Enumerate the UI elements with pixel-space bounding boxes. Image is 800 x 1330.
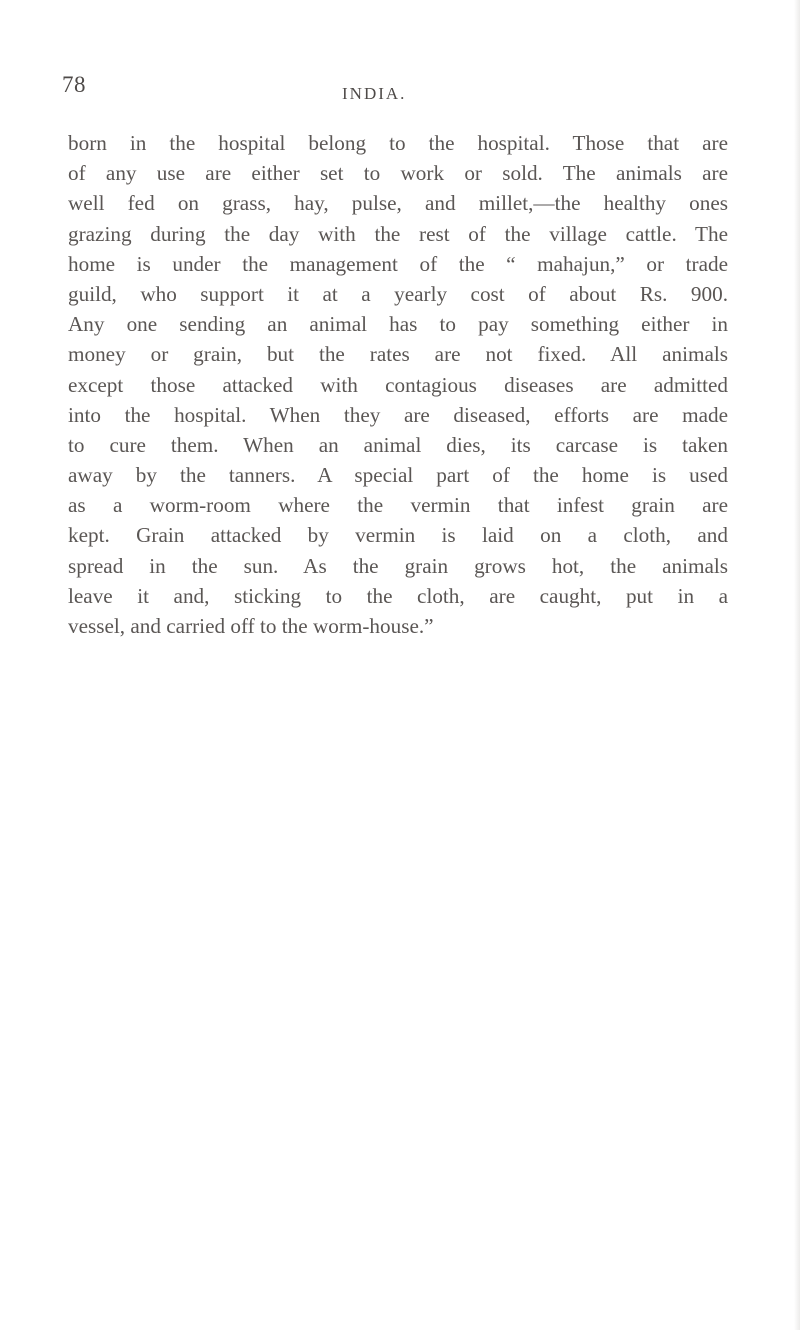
text-line: leave it and, sticking to the cloth, are caught, put in a (68, 583, 728, 608)
text-line: vessel, and carried off to the worm-house.” (68, 614, 434, 638)
text-line: well fed on grass, hay, pulse, and millet,—the healthy ones (68, 191, 728, 216)
text-line: as a worm-room where the vermin that infest grain are (68, 493, 728, 518)
text-line: away by the tanners. A special part of the home is used (68, 463, 728, 488)
text-line: money or grain, but the rates are not fixed. All animals (68, 342, 728, 367)
text-line: Any one sending an animal has to pay something either in (68, 312, 728, 337)
text-line: guild, who support it at a yearly cost of about Rs. 900. (68, 281, 728, 306)
page-edge-shadow (794, 0, 800, 1330)
text-line: born in the hospital belong to the hospital. Those that are (68, 131, 728, 155)
text-line: into the hospital. When they are diseased, efforts are made (68, 402, 728, 427)
text-line: to cure them. When an animal dies, its carcase is taken (68, 432, 728, 457)
text-line: spread in the sun. As the grain grows hot, the animals (68, 553, 728, 578)
text-line: kept. Grain attacked by vermin is laid on a cloth, and (68, 523, 728, 548)
running-title: INDIA. (342, 84, 407, 103)
page-number: 78 (62, 72, 86, 97)
body-paragraph (68, 128, 728, 641)
text-line: grazing during the day with the rest of the village cattle. The (68, 221, 728, 246)
text-line: except those attacked with contagious diseases are admitted (68, 372, 728, 397)
text-line: of any use are either set to work or sold. The animals are (68, 161, 728, 186)
text-line: home is under the management of the “ mahajun,” or trade (68, 251, 728, 276)
